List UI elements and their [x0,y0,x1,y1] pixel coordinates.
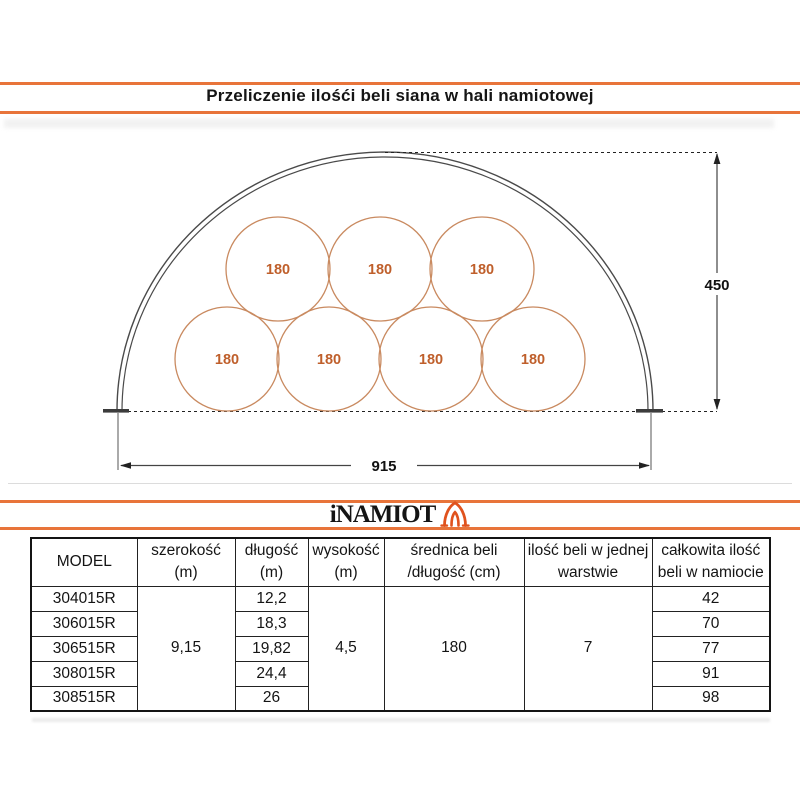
height-arrow-down-icon [714,399,721,410]
bale-diameter-label: 180 [367,262,393,278]
bale-diameter-label: 180 [469,262,495,278]
tent-cross-section-diagram [0,130,800,495]
tent-arch-inner-line [122,157,648,411]
width-arrow-left-icon [120,462,131,469]
dlugosc-cell: 19,82 [235,636,308,661]
table-header-row [31,538,770,586]
bale-diameter-label: 180 [520,352,546,368]
bale-diameter-label: 180 [316,352,342,368]
model-cell: 306515R [31,636,137,661]
brand-logo-text: iNAMIOT [329,500,436,528]
models-spec-table [30,537,771,712]
dlugosc-cell: 26 [235,686,308,711]
total-cell: 91 [652,661,770,686]
ground-pad-right [636,409,663,413]
dlugosc-cell: 12,2 [235,586,308,611]
wysokosc-merged-cell: 4,5 [308,586,384,711]
model-cell: 308015R [31,661,137,686]
faint-shadow-band [4,119,774,128]
height-arrow-up-icon [714,153,721,164]
page-title: Przeliczenie ilośći beli siana w hali namiotowej [206,86,594,105]
model-cell: 304015R [31,586,137,611]
col-header-dlugosc: długość (m) [235,538,308,586]
bale-diameter-label: 180 [418,352,444,368]
ground-pad-left [103,409,129,413]
brand-logo [0,501,800,527]
model-cell: 308515R [31,686,137,711]
tent-icon [440,501,470,527]
bale-diameter-label: 180 [265,262,291,278]
col-header-model: MODEL [31,538,137,586]
col-header-wysokosc: wysokość (m) [308,538,384,586]
brand-banner-hairline [8,483,792,484]
srednica-merged-cell: 180 [384,586,524,711]
total-cell: 98 [652,686,770,711]
height-dimension-label: 450 [704,277,730,294]
width-dimension-label: 915 [371,458,397,475]
brand-banner-bottom-rule [0,527,800,530]
col-header-szerokosc: szerokość (m) [137,538,235,586]
model-cell: 306015R [31,611,137,636]
title-banner-top-rule [0,82,800,85]
total-cell: 77 [652,636,770,661]
total-cell: 70 [652,611,770,636]
dlugosc-cell: 24,4 [235,661,308,686]
col-header-ilosc-warstwa: ilość beli w jednej warstwie [524,538,652,586]
tent-arch-outer-line [117,152,653,411]
col-header-srednica: średnica beli /długość (cm) [384,538,524,586]
szerokosc-merged-cell: 9,15 [137,586,235,711]
width-arrow-right-icon [639,462,650,469]
table-row [31,586,770,611]
bale-diameter-label: 180 [214,352,240,368]
dlugosc-cell: 18,3 [235,611,308,636]
title-banner-bottom-rule [0,111,800,114]
col-header-calkowita: całkowita ilość beli w namiocie [652,538,770,586]
table-bottom-shadow [32,718,770,722]
ilosc-merged-cell: 7 [524,586,652,711]
total-cell: 42 [652,586,770,611]
